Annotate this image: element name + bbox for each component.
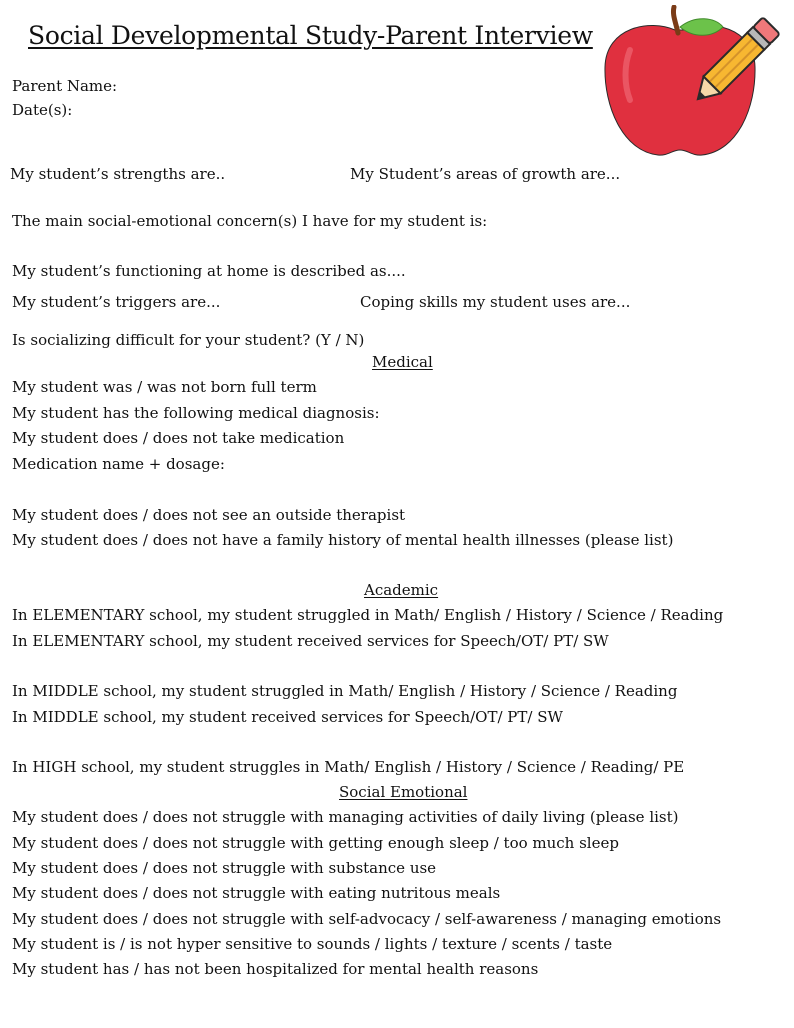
social-emotional-line: My student does / does not struggle with getting enough sleep / too much sleep (12, 834, 619, 852)
social-emotional-line: My student does / does not struggle with self-advocacy / self-awareness / managing emotions (12, 910, 722, 928)
medical-line: My student does / does not see an outside therapist (12, 506, 406, 524)
academic-heading: Academic (364, 581, 439, 599)
social-emotional-line: My student does / does not struggle with managing activities of daily living (please list) (12, 808, 679, 826)
academic-line: In MIDDLE school, my student struggled in Math/ English / History / Science / Reading (12, 682, 678, 700)
dates-label: Date(s): (12, 101, 73, 119)
academic-line: In ELEMENTARY school, my student received services for Speech/OT/ PT/ SW (12, 632, 609, 650)
medical-line: Medication name + dosage: (12, 455, 225, 473)
academic-line: In MIDDLE school, my student received services for Speech/OT/ PT/ SW (12, 708, 563, 726)
medical-line: My student does / does not take medication (12, 429, 345, 447)
concern-prompt: The main social-emotional concern(s) I have for my student is: (12, 212, 488, 230)
apple-with-pencil-icon (600, 5, 790, 160)
home-functioning-prompt: My student’s functioning at home is described as.... (12, 262, 406, 280)
social-emotional-line: My student does / does not struggle with eating nutritous meals (12, 884, 501, 902)
social-emotional-heading: Social Emotional (339, 783, 468, 801)
parent-name-label: Parent Name: (12, 77, 118, 95)
medical-line: My student does / does not have a family history of mental health illnesses (please list) (12, 531, 674, 549)
social-emotional-line: My student is / is not hyper sensitive to sounds / lights / texture / scents / taste (12, 935, 613, 953)
medical-line: My student was / was not born full term (12, 378, 317, 396)
triggers-prompt: My student’s triggers are... (12, 293, 221, 311)
strengths-prompt: My student’s strengths are.. (10, 165, 226, 183)
socializing-question: Is socializing difficult for your student? (Y / N) (12, 331, 365, 349)
medical-heading: Medical (372, 353, 433, 371)
social-emotional-line: My student does / does not struggle with substance use (12, 859, 437, 877)
growth-prompt: My Student’s areas of growth are... (350, 165, 621, 183)
page-title: Social Developmental Study-Parent Interview (28, 21, 593, 50)
social-emotional-line: My student has / has not been hospitalized for mental health reasons (12, 960, 539, 978)
academic-line: In HIGH school, my student struggles in Math/ English / History / Science / Reading/ PE (12, 758, 685, 776)
academic-line: In ELEMENTARY school, my student struggled in Math/ English / History / Science / Reading (12, 606, 724, 624)
medical-line: My student has the following medical diagnosis: (12, 404, 380, 422)
coping-prompt: Coping skills my student uses are... (360, 293, 631, 311)
